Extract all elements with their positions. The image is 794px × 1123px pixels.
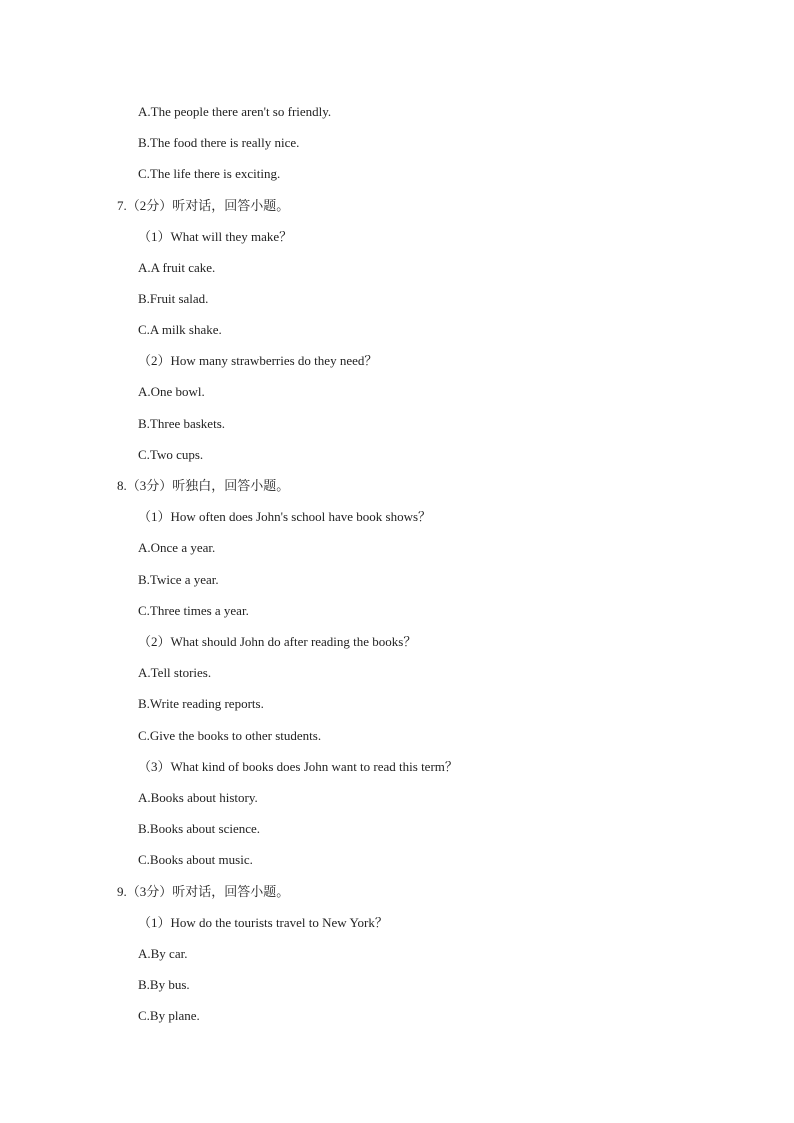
option-line: A.One bowl. bbox=[138, 384, 205, 399]
option-line: C.A milk shake. bbox=[138, 322, 222, 337]
sub-question: （1）How do the tourists travel to New York？ bbox=[138, 915, 388, 930]
option-line: C.Three times a year. bbox=[138, 603, 249, 618]
option-line: C.By plane. bbox=[138, 1008, 200, 1023]
option-line: B.Books about science. bbox=[138, 821, 261, 836]
option-line: B.By bus. bbox=[138, 977, 190, 992]
option-line: A.Books about history. bbox=[138, 790, 258, 805]
option-line: B.Fruit salad. bbox=[138, 291, 209, 306]
question-heading: 9.（3分）听对话，回答小题。 bbox=[117, 884, 290, 899]
option-line: B.The food there is really nice. bbox=[138, 135, 300, 150]
option-line: A.By car. bbox=[138, 946, 188, 961]
sub-question: （2）How many strawberries do they need？ bbox=[138, 353, 378, 368]
option-line: A.Tell stories. bbox=[138, 665, 212, 680]
sub-question: （1）How often does John's school have book shows？ bbox=[138, 509, 432, 524]
option-line: A.A fruit cake. bbox=[138, 260, 216, 275]
sub-question: （2）What should John do after reading the books？ bbox=[138, 634, 417, 649]
sub-question: （3）What kind of books does John want to read this term？ bbox=[138, 759, 458, 774]
option-line: B.Write reading reports. bbox=[138, 696, 264, 711]
option-line: B.Twice a year. bbox=[138, 572, 219, 587]
sub-question: （1）What will they make？ bbox=[138, 229, 293, 244]
option-line: C.Books about music. bbox=[138, 852, 253, 867]
option-line: B.Three baskets. bbox=[138, 416, 226, 431]
option-line: C.Two cups. bbox=[138, 447, 204, 462]
option-line: A.The people there aren't so friendly. bbox=[138, 104, 332, 119]
question-heading: 8.（3分）听独白，回答小题。 bbox=[117, 478, 290, 493]
option-line: C.Give the books to other students. bbox=[138, 728, 322, 743]
option-line: C.The life there is exciting. bbox=[138, 166, 281, 181]
question-heading: 7.（2分）听对话，回答小题。 bbox=[117, 198, 290, 213]
option-line: A.Once a year. bbox=[138, 540, 216, 555]
